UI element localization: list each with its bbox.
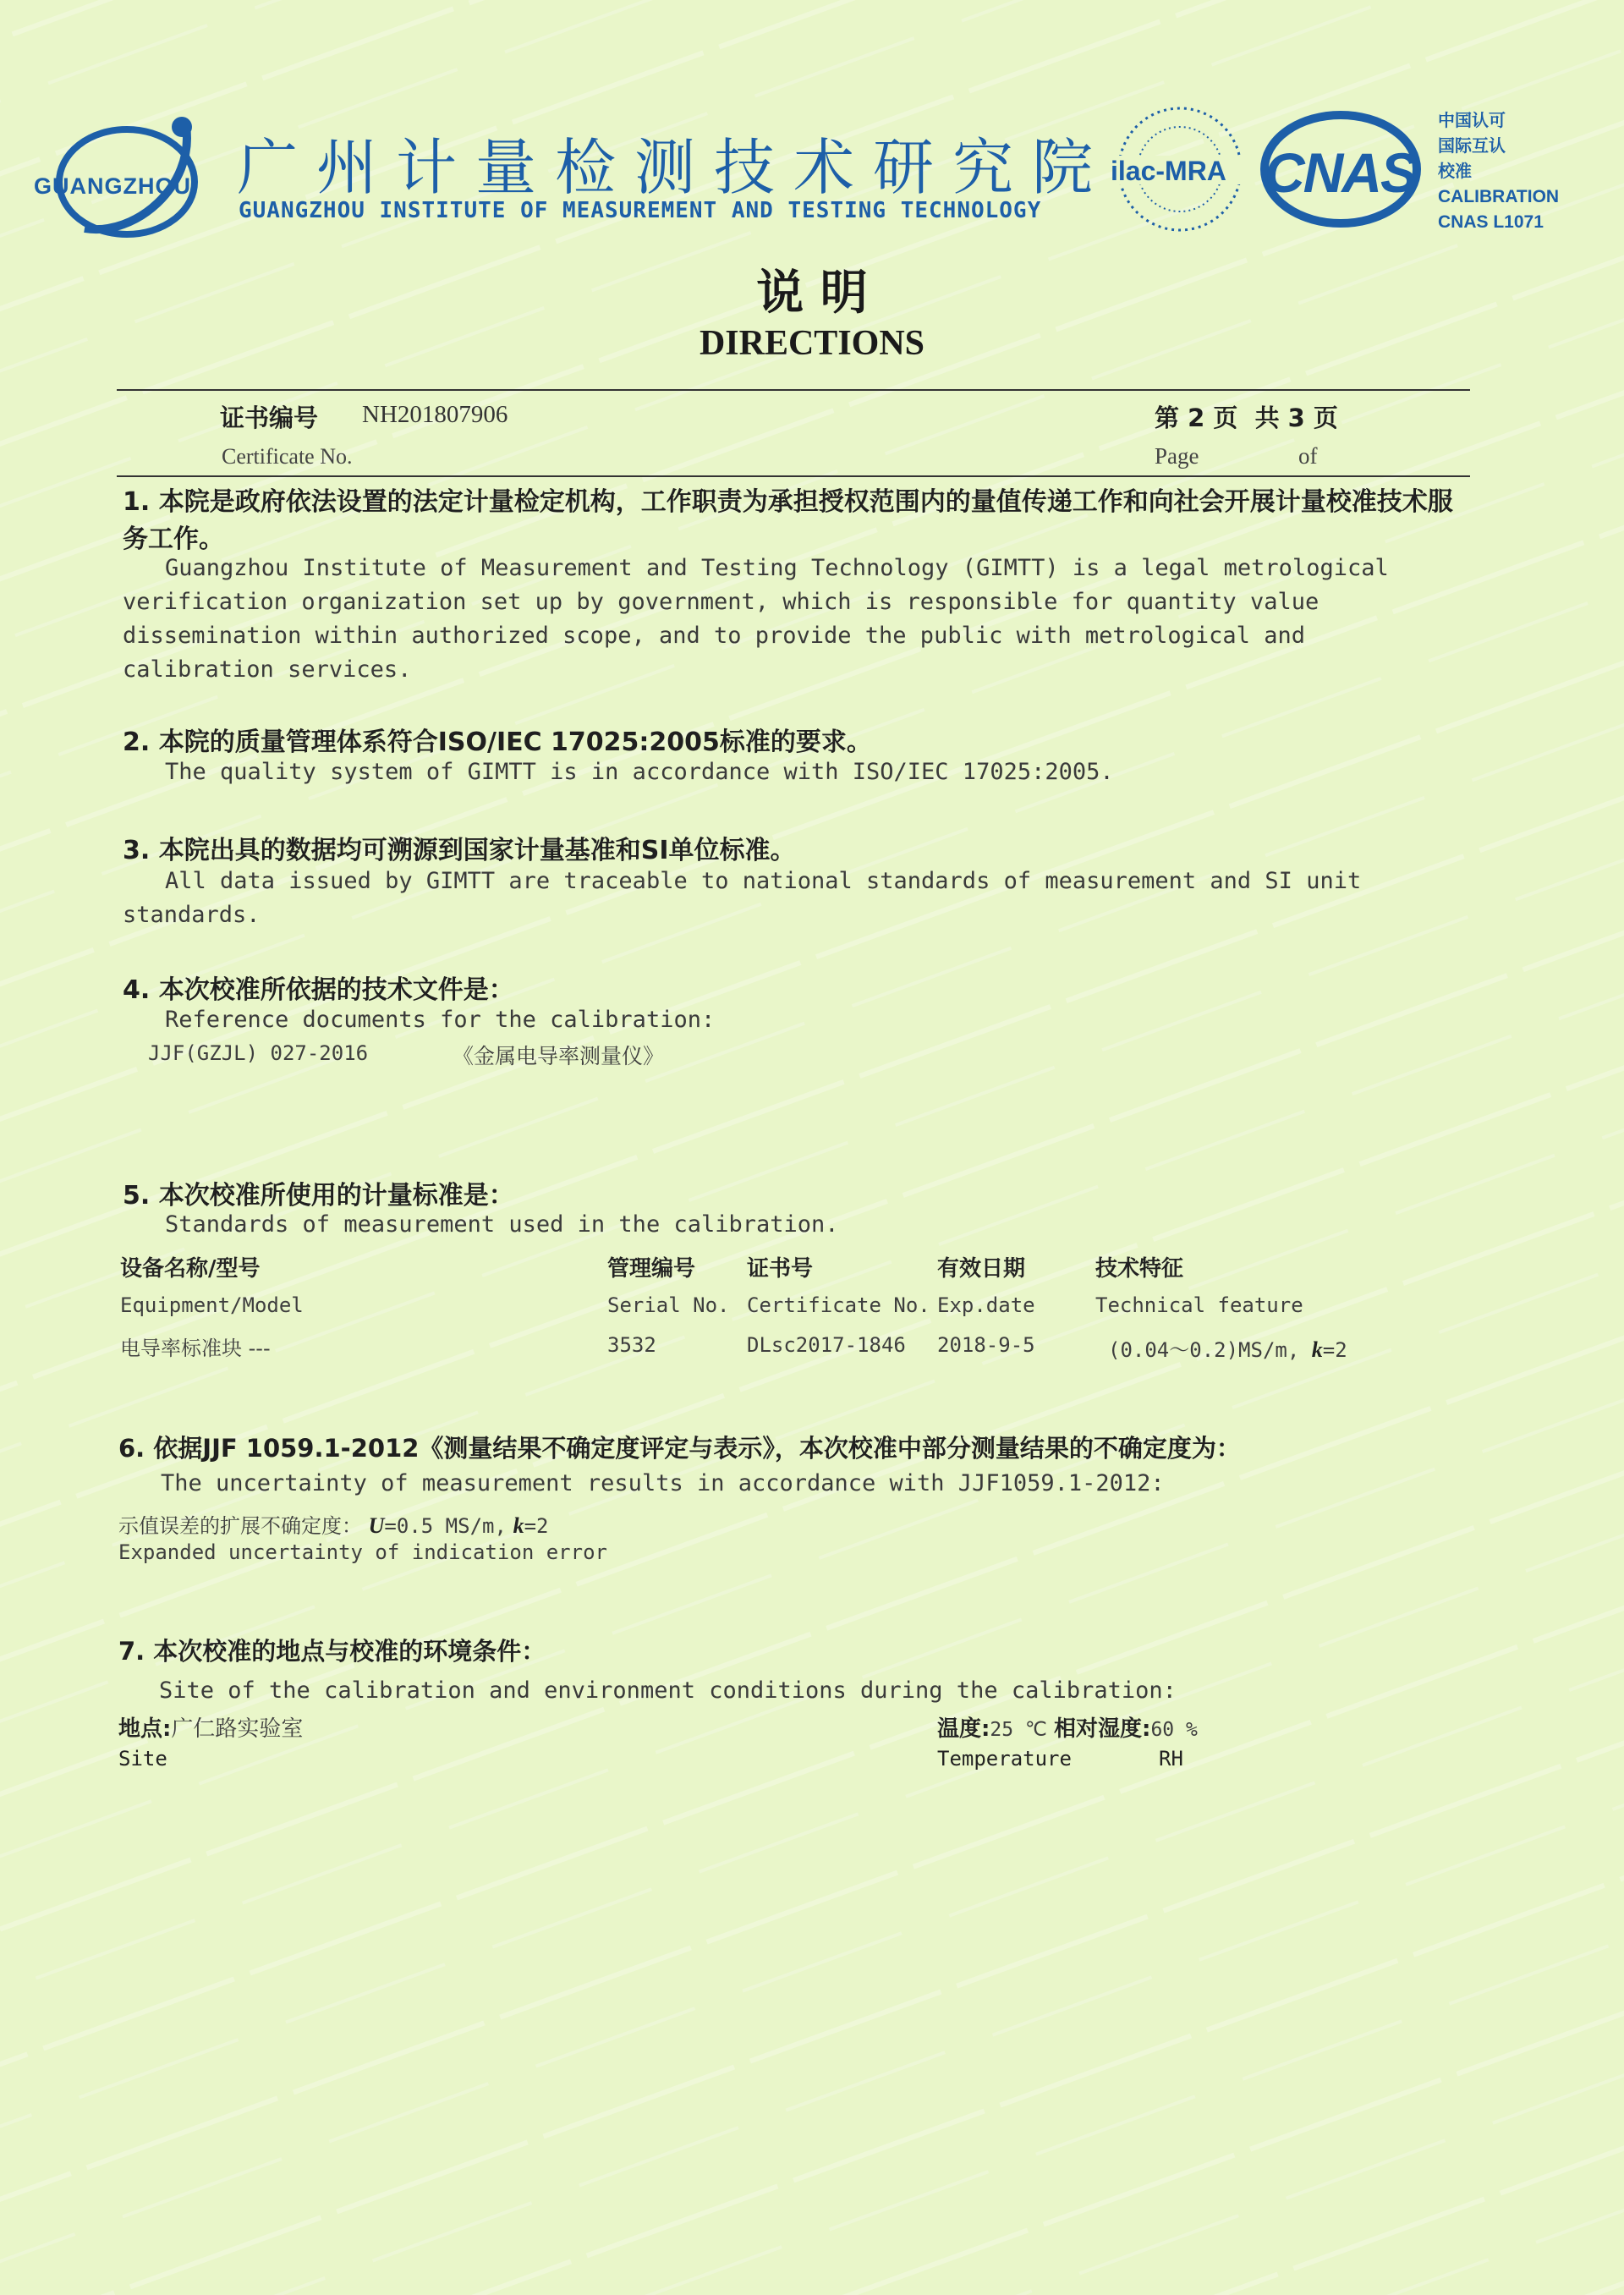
uncertainty-k-value: =2 xyxy=(524,1514,549,1538)
column-header-equipment-zh: 设备名称/型号 xyxy=(120,1256,261,1282)
temperature-label-zh: 温度: xyxy=(937,1716,990,1742)
reference-doc-title: 《金属电导率测量仪》 xyxy=(453,1044,665,1068)
cell-equipment: 电导率标准块 --- xyxy=(120,1337,271,1360)
site-value: 广仁路实验室 xyxy=(171,1716,304,1742)
cert-label-en: Certificate No. xyxy=(222,444,353,469)
section-7-heading: 7. 本次校准的地点与校准的环境条件： xyxy=(118,1637,546,1666)
cert-label-zh: 证书编号 xyxy=(220,404,319,432)
section-7-text: Site of the calibration and environment conditions during the calibration: xyxy=(159,1677,1177,1704)
site-line xyxy=(118,1711,303,1743)
column-header-serial-zh: 管理编号 xyxy=(607,1256,696,1282)
humidity-value: 60 % xyxy=(1150,1719,1198,1741)
site-label-en: Site xyxy=(118,1747,167,1771)
section-2-heading: 2. 本院的质量管理体系符合ISO/IEC 17025:2005标准的要求。 xyxy=(123,727,872,757)
cert-number: NH201807906 xyxy=(362,401,508,428)
uncertainty-u-value: =0.5 MS/m, xyxy=(384,1514,507,1538)
uncertainty-label-en: Expanded uncertainty of indication error xyxy=(118,1540,607,1564)
title-en: DIRECTIONS xyxy=(699,324,925,363)
accreditation-line: 校准 xyxy=(1438,162,1472,181)
section-5-text: Standards of measurement used in the calibration. xyxy=(165,1211,839,1238)
cell-expdate: 2018-9-5 xyxy=(937,1333,1035,1357)
institute-name-en: GUANGZHOU INSTITUTE OF MEASUREMENT AND TESTING TECHNOLOGY xyxy=(239,198,1042,223)
site-label-zh: 地点: xyxy=(118,1716,172,1742)
cell-certificate: DLsc2017-1846 xyxy=(747,1333,906,1357)
cell-feature-k-label: k xyxy=(1311,1337,1323,1362)
column-header-serial-en: Serial No. xyxy=(607,1293,730,1317)
uncertainty-u-label: U xyxy=(368,1513,385,1538)
temperature-label-en: Temperature xyxy=(937,1747,1072,1771)
accreditation-block xyxy=(1438,108,1559,235)
accreditation-line: 国际互认 xyxy=(1438,137,1506,156)
section-2-text: The quality system of GIMTT is in accordance with ISO/IEC 17025:2005. xyxy=(165,759,1114,785)
section-4-text: Reference documents for the calibration: xyxy=(165,1007,716,1033)
environment-line xyxy=(937,1711,1198,1743)
section-6-text: The uncertainty of measurement results in accordance with JJF1059.1-2012: xyxy=(161,1470,1165,1496)
divider-top xyxy=(117,389,1470,391)
section-1-heading: 1. 本院是政府依法设置的法定计量检定机构，工作职责为承担授权范围内的量值传递工作和向社会开展计量校准技术服务工作。 xyxy=(123,487,1453,554)
cnas-text: CNAS xyxy=(1265,141,1417,204)
column-header-certificate-zh: 证书号 xyxy=(747,1256,814,1282)
page-label-en: Page xyxy=(1155,443,1199,469)
humidity-label-en: RH xyxy=(1159,1747,1183,1771)
section-3-heading: 3. 本院出具的数据均可溯源到国家计量基准和SI单位标准。 xyxy=(123,836,796,865)
accreditation-line: CNAS L1071 xyxy=(1438,212,1544,232)
section-3-text: All data issued by GIMTT are traceable to national standards of measurement and SI unit standards. xyxy=(123,868,1362,928)
column-header-expdate-zh: 有效日期 xyxy=(937,1256,1026,1282)
of-label-en: of xyxy=(1298,443,1318,469)
uncertainty-line xyxy=(118,1509,548,1539)
section-6-heading: 6. 依据JJF 1059.1-2012《测量结果不确定度评定与表示》，本次校准中部分测量结果的不确定度为： xyxy=(118,1434,1241,1463)
uncertainty-label-zh: 示值误差的扩展不确定度： xyxy=(118,1514,362,1538)
temperature-value: 25 ℃ xyxy=(990,1719,1047,1741)
column-header-expdate-en: Exp.date xyxy=(937,1293,1035,1317)
column-header-equipment-en: Equipment/Model xyxy=(120,1293,304,1317)
uncertainty-k-label: k xyxy=(513,1513,524,1538)
humidity-label-zh: 相对湿度: xyxy=(1054,1716,1151,1742)
reference-doc-code: JJF(GZJL) 027-2016 xyxy=(148,1041,369,1065)
logo-text: GUANGZHOU xyxy=(34,173,191,199)
page-count-zh: 第 2 页 共 3 页 xyxy=(1155,404,1338,432)
cell-feature-range: (0.04～0.2)MS/m, xyxy=(1108,1338,1300,1362)
cell-feature xyxy=(1108,1333,1347,1363)
column-header-feature-en: Technical feature xyxy=(1095,1293,1303,1317)
accreditation-line: 中国认可 xyxy=(1438,112,1506,130)
section-5-heading: 5. 本次校准所使用的计量标准是： xyxy=(123,1181,514,1211)
cell-serial: 3532 xyxy=(607,1333,656,1357)
institute-name-zh: 广州计量检测技术研究院 xyxy=(237,132,1112,203)
ilac-mra-text: ilac-MRA xyxy=(1111,156,1226,186)
column-header-certificate-en: Certificate No. xyxy=(747,1293,930,1317)
section-1-text: Guangzhou Institute of Measurement and Testing Technology (GIMTT) is a legal metrological verification organization set up by government, which is responsible for quantity value dissemination within authorized scope, and to provide the public with metrological and calibration services. xyxy=(123,555,1389,683)
title-zh: 说 明 xyxy=(756,266,868,321)
section-4-heading: 4. 本次校准所依据的技术文件是： xyxy=(123,975,514,1005)
accreditation-line: CALIBRATION xyxy=(1438,187,1560,206)
column-header-feature-zh: 技术特征 xyxy=(1095,1256,1184,1282)
divider-bottom xyxy=(117,475,1470,477)
cell-feature-k-value: =2 xyxy=(1322,1338,1347,1362)
